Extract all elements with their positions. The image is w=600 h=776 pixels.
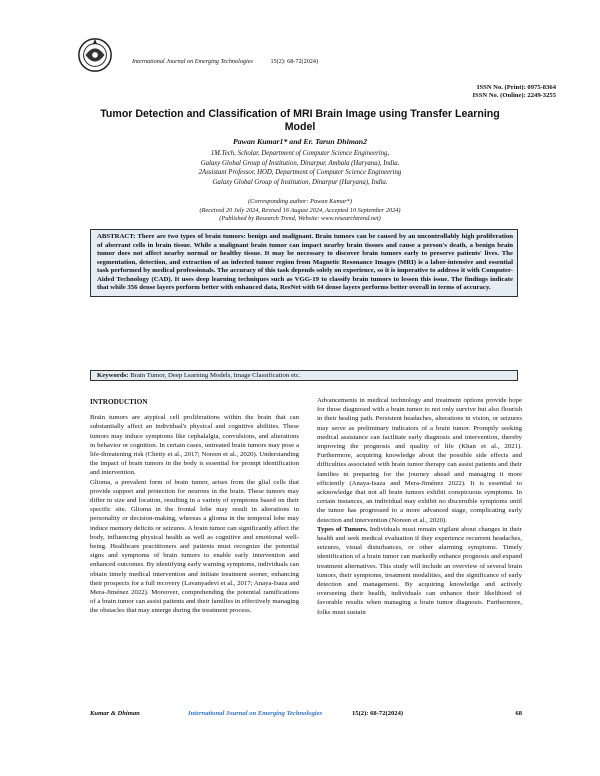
advancements-paragraph: Advancements in medical technology and treatment options provide hope for those diagnosed with a brain tumor to not only survive but also flourish in their healing path. Persistent headaches, alterations in vision, or seizures may serve as preliminary indicators of a brain tumor. Promptly seeking medical assistance can facilitate early diagnosis and intervention, thereby improving the prognosis and quality of life (Khan et al., 2021). Furthermore, acquiring knowledge about the possible side effects and difficulties associated with brain tumor therapy can assist patients and their families in preparing for the journey ahead and managing it more efficiently (Anaya-Isaza and Mera-Jiménez 2022). It is essential to acknowledge that not all brain tumors exhibit conspicuous symptoms. In certain instances, an individual may exhibit no discernible symptoms until the tumor has progressed to a more advanced stage, complicating early detection and intervention (Noreen et al., 2020). (317, 397, 522, 524)
introduction-heading: INTRODUCTION (90, 398, 148, 406)
issn-print: ISSN No. (Print): 0975-8364 (476, 84, 556, 91)
publisher-line: (Published by Research Trend, Website: www.researchtrend.net) (219, 215, 381, 222)
journal-header (76, 36, 556, 78)
journal-volume: 15(2): 68-72(2024) (270, 58, 319, 65)
right-column (317, 396, 522, 617)
affiliation-line: 2Assistant Professor, HOD, Department of Computer Science Engineering (198, 169, 402, 176)
journal-title-line (132, 58, 318, 65)
intro-paragraph: Brain tumors are atypical cell proliferations within the brain that can substantially affect an individual's physical and cognitive abilities. These tumors may induce symptoms like cephalalgia, convulsions, and alterations in behavior or cognition. In certain cases, untreated brain tumors may pose a life-threatening risk (Chetty et al., 2017; Noreen et al., 2020). Understanding the impact of brain tumors in the body is essential for prompt identification and intervention. (90, 414, 299, 477)
journal-logo-icon (76, 36, 114, 74)
footer-volume: 15(2): 68-72(2024) (352, 710, 404, 717)
paper-title: Tumor Detection and Classification of MRI Brain Image using Transfer Learning Model (100, 108, 500, 133)
received-dates: (Received 20 July 2024, Revised 16 August 2024, Accepted 10 September 2024) (199, 206, 401, 214)
paper-authors: Pawan Kumar1* and Er. Tarun Dhiman2 (232, 137, 368, 146)
page-number: 68 (515, 710, 522, 717)
keywords-text: Brain Tumor, Deep Learning Models, Image Classification etc. (130, 372, 301, 379)
page-footer (90, 710, 522, 717)
affiliation-line: 1M.Tech, Scholar, Department of Computer Science Engineering, (210, 150, 390, 157)
footer-journal: International Journal on Emerging Technologies (188, 710, 323, 717)
issn-block (472, 84, 556, 100)
journal-name: International Journal on Emerging Technologies (132, 58, 253, 65)
types-text: Individuals must remain vigilant about changes in their health and seek medical evaluation if they experience recurrent headaches, seizures, visual disturbances, or other alarming symptoms. Timely identification of a brain tumor can markedly enhance prognosis and expand treatment alternatives. This study will include an overview of several brain tumors, their symptoms, treatment modalities, and the significance of early detection and management. By acquiring knowledge and actively overseeing their health, individuals can enhance their likelihood of favorable results when managing a brain tumor diagnosis. Furthermore, folks must sustain (317, 525, 523, 616)
types-paragraph (317, 525, 522, 617)
keywords-label: Keywords: (97, 372, 129, 379)
affiliations (100, 149, 500, 187)
glioma-paragraph: Glioma, a prevalent form of brain tumor, arises from the glial cells that provide support and protection for neurons in the brain. These tumors may differ in size and location, resulting in a variety of symptoms based on their specific site. Glioma in the frontal lobe may result in alterations in personality or decision-making, whereas a glioma in the temporal lobe may induce memory deficits or seizures. A brain tumor can significantly affect the body, influencing physical health as well as cognitive and emotional well-being. Healthcare practitioners and patients must recognize the potential signs and symptoms of brain tumors to enable early intervention and enhanced outcomes. By identifying early warning symptoms, individuals can obtain timely medical intervention and initiate treatment sooner, enhancing their prospects for a full recovery (Lavanyadevi et al., 2017; Anaya-Isaza and Mera-Jiménez 2022). Moreover, comprehending the potential ramifications of a brain tumor can assist patients and their families in effectively managing the obstacles that may emerge during the treatment process. (90, 478, 299, 615)
footer-authors: Kumar & Dhiman (90, 710, 140, 717)
types-heading: Types of Tumors. (317, 525, 368, 533)
affiliation-line: Galaxy Global Group of Institution, Dinarpur (Haryana), India. (212, 178, 388, 186)
left-column (90, 395, 299, 616)
corresponding-author: (Corresponding author: Pawan Kumar*) (248, 198, 352, 205)
abstract-box: ABSTRACT: There are two types of brain tumors: benign and malignant. Brain tumors can be caused by an uncontrollably high proliferation of aberrant cells in brain tissue. While a malignant brain tumor can impact nearby brain tissues and cause a person's death, a benign brain tumor does not affect nearby normal or healthy tissue. It may be necessary to discover brain tumors early to preserve patients' lives. The segmentation, detection, and extraction of an infected tumor region from Magnetic Resonance Images (MRI) is a labor-intensive and essential task performed by medical professionals. The accuracy of this task depends solely on experience, so it is imperative to address it with Computer-Aided Technology (CAD). It uses deep learning techniques such as VGG-19 to classify brain tumors to lessen this issue. The findings indicate that while 356 dense layers perform better with enhanced data, ResNet with 64 dense layers performs better overall in terms of accuracy. (90, 229, 518, 297)
affiliation-line: Galaxy Global Group of Institution, Dinarpur, Ambala (Haryana), India. (200, 159, 400, 167)
issn-online: ISSN No. (Online): 2249-3255 (472, 92, 556, 100)
publication-info (100, 198, 500, 224)
keywords-box (90, 370, 518, 381)
